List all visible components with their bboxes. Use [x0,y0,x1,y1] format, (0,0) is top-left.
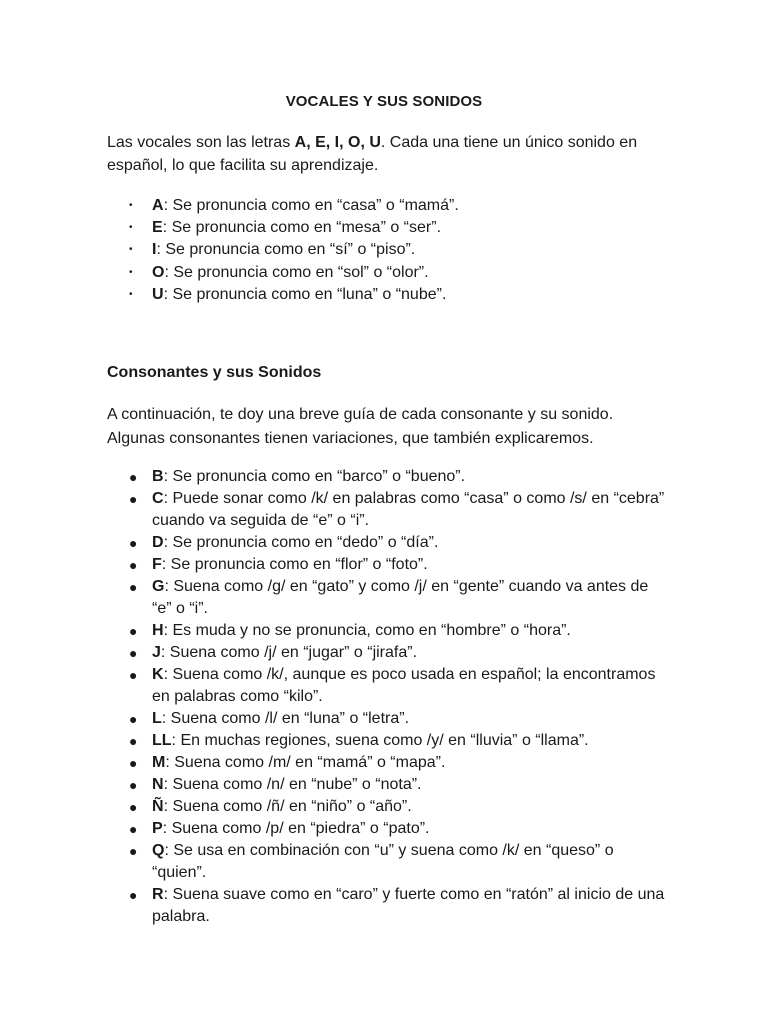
list-item [107,752,667,774]
bullet-icon: ● [129,733,138,749]
list-item [107,195,667,217]
list-item [107,796,667,818]
vowel-letter: I [152,241,157,259]
bullet-icon: ● [129,799,138,815]
consonant-description: : En muchas regiones, suena como /y/ en “lluvia” o “llama”. [171,732,589,749]
bullet-icon: ● [129,469,138,485]
consonant-letter: P [152,820,163,837]
consonant-description: : Puede sonar como /k/ en palabras como “casa” o como /s/ en “cebra” cuando va seguida de “e” o “i”. [152,490,665,529]
vowel-description: : Se pronuncia como en “mesa” o “ser”. [162,219,442,237]
list-item [107,818,667,840]
consonant-letter: D [152,534,164,551]
list-item [107,488,667,532]
list-item [107,284,667,306]
bullet-icon: ● [129,491,138,507]
consonant-letter: M [152,754,166,771]
bullet-icon: ● [129,821,138,837]
consonant-description: : Es muda y no se pronuncia, como en “hombre” o “hora”. [163,622,571,639]
vowel-letter: E [152,219,163,237]
bullet-icon: ● [129,623,138,639]
bullet-icon: • [129,200,133,211]
consonant-description: : Se pronuncia como en “barco” o “bueno”. [163,468,466,485]
bullet-icon: • [129,244,133,256]
bullet-icon: ● [129,843,138,859]
list-item [107,239,667,261]
consonant-letter: N [152,776,164,793]
intro-vowels-bold: A, E, I, O, U [294,134,381,151]
list-item [107,774,667,796]
bullet-icon: • [129,222,133,234]
consonant-description: : Se pronuncia como en “flor” o “foto”. [161,556,428,573]
list-item [107,840,667,884]
consonant-description: : Suena como /k/, aunque es poco usada en español; la encontramos en palabras como “kilo”. [152,666,656,705]
consonant-description: : Suena como /p/ en “piedra” o “pato”. [162,820,430,837]
consonant-letter: LL [152,732,172,749]
consonant-description: : Suena suave como en “caro” y fuerte como en “ratón” al inicio de una palabra. [152,886,665,925]
consonant-description: : Suena como /n/ en “nube” o “nota”. [163,776,422,793]
bullet-icon: ● [129,711,138,727]
list-item [107,708,667,730]
page-title: VOCALES Y SUS SONIDOS [285,93,483,110]
consonant-letter: H [152,622,164,639]
bullet-icon: ● [129,645,138,661]
vowel-description: : Se pronuncia como en “sol” o “olor”. [164,263,429,281]
consonant-letter: B [152,468,164,485]
consonant-description: : Suena como /l/ en “luna” o “letra”. [161,710,410,727]
intro-paragraph [107,132,667,177]
bullet-icon: ● [129,667,138,683]
list-item [107,466,667,488]
list-item [107,642,667,664]
list-item [107,884,667,928]
vowel-letter: U [152,285,164,303]
vowel-description: : Se pronuncia como en “casa” o “mamá”. [163,197,459,214]
vowel-list [107,195,667,306]
consonant-letter: R [152,886,164,903]
section-heading: Consonantes y sus Sonidos [107,364,322,381]
intro-text-after: . Cada una tiene un único sonido en español, lo que facilita su aprendizaje. [107,134,638,174]
consonant-list [107,466,667,928]
vowel-letter: O [152,263,165,281]
consonant-letter: K [152,666,164,683]
intro-text-before: Las vocales son las letras [107,134,295,151]
consonant-letter: C [152,490,164,507]
consonant-description: : Suena como /ñ/ en “niño” o “año”. [163,798,412,815]
bullet-icon: ● [129,887,138,903]
consonant-description: : Suena como /g/ en “gato” y como /j/ en “gente” cuando va antes de “e” o “i”. [152,578,649,617]
vowel-letter: A [152,197,164,214]
consonant-description: : Suena como /m/ en “mamá” o “mapa”. [165,754,446,771]
bullet-icon: ● [129,755,138,771]
vowel-description: : Se pronuncia como en “luna” o “nube”. [163,285,447,303]
consonant-letter: Q [152,842,165,859]
bullet-icon: • [129,288,133,300]
list-item [107,262,667,284]
consonant-letter: F [152,556,162,573]
bullet-icon: ● [129,535,138,551]
consonant-description: : Suena como /j/ en “jugar” o “jirafa”. [160,644,418,661]
bullet-icon: ● [129,579,138,595]
list-item [107,532,667,554]
bullet-icon: • [129,266,133,278]
list-item [107,554,667,576]
consonant-letter: J [152,644,161,661]
consonant-description: : Se pronuncia como en “dedo” o “día”. [163,534,439,551]
list-item [107,576,667,620]
consonant-letter: Ñ [152,798,164,815]
list-item [107,730,667,752]
consonant-letter: G [152,578,165,595]
consonant-letter: L [152,710,162,727]
consonant-description: : Se usa en combinación con “u” y suena como /k/ en “queso” o “quien”. [152,842,614,881]
list-item [107,217,667,239]
bullet-icon: ● [129,777,138,793]
list-item [107,620,667,642]
consonants-intro-paragraph: A continuación, te doy una breve guía de cada consonante y su sonido. Algunas consonantes tienen variaciones, que también explicaremos. [107,406,614,447]
vowel-description: : Se pronuncia como en “sí” o “piso”. [156,241,416,259]
list-item [107,664,667,708]
bullet-icon: ● [129,557,138,573]
